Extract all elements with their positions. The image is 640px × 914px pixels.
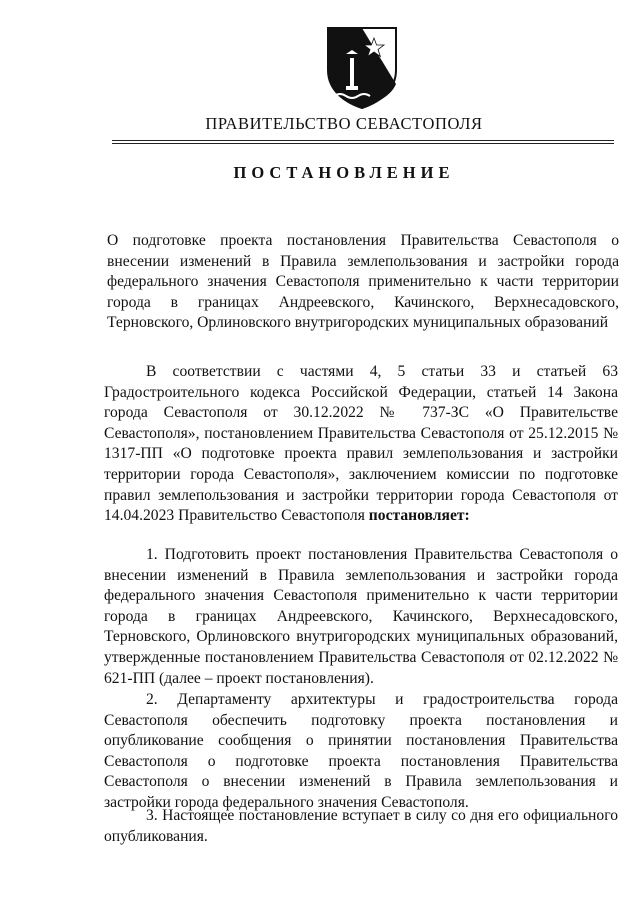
document-title: О подготовке проекта постановления Правительства Севастополя о внесении изменений в Правила землепользования и застройки города федерального значения Севастополя применительно к части территории города в границах Андреевского, Качинского, Верхнесадовского, Терновского, Орлиновского внутригородских муниципальных образований: [107, 232, 619, 332]
item-text: 3. Настоящее постановление вступает в силу со дня его официального опубликования.: [104, 807, 618, 845]
preamble: [104, 362, 618, 527]
organization-name: ПРАВИТЕЛЬСТВО СЕВАСТОПОЛЯ: [205, 114, 483, 133]
header-divider-bold: [112, 143, 614, 144]
resolution-item-1: [104, 545, 618, 689]
document-type: ПОСТАНОВЛЕНИЕ: [233, 163, 455, 182]
preamble-text: В соответствии с частями 4, 5 статьи 33 и статьей 63 Градостроительного кодекса Российской Федерации, статьей 14 Закона города Севастополя от 30.12.2022 № 737-ЗС «О Правительстве Севастополя», постановлением Правительства Севастополя от 25.12.2015 № 1317-ПП «О подготовке проекта правил землепользования и застройки территории города Севастополя», заключением комиссии по подготовке правил землепользования и застройки территории города Севастополя от 14.04.2023 Правительство Севастополя: [104, 363, 618, 525]
sevastopol-coat-of-arms-icon: [322, 24, 402, 110]
resolution-item-2: [104, 690, 618, 814]
item-text: 1. Подготовить проект постановления Правительства Севастополя о внесении изменений в Правила землепользования и застройки города федерального значения Севастополя применительно к части территории города в границах Андреевского, Качинского, Верхнесадовского, Терновского, Орлиновского внутригородских муниципальных образований, утвержденные постановлением Правительства Севастополя от 02.12.2022 № 621-ПП (далее – проект постановления).: [104, 546, 618, 687]
item-text: 2. Департаменту архитектуры и градостроительства города Севастополя обеспечить подготовку проекта постановления и опубликование сообщения о принятии постановления Правительства Севастополя о подготовке проекта постановления Правительства Севастополя о внесении изменений в Правила землепользования и застройки города федерального значения Севастополя.: [104, 691, 618, 811]
preamble-emphasis: постановляет:: [368, 507, 470, 525]
header-divider: [112, 140, 614, 141]
resolution-item-3: [104, 806, 618, 847]
